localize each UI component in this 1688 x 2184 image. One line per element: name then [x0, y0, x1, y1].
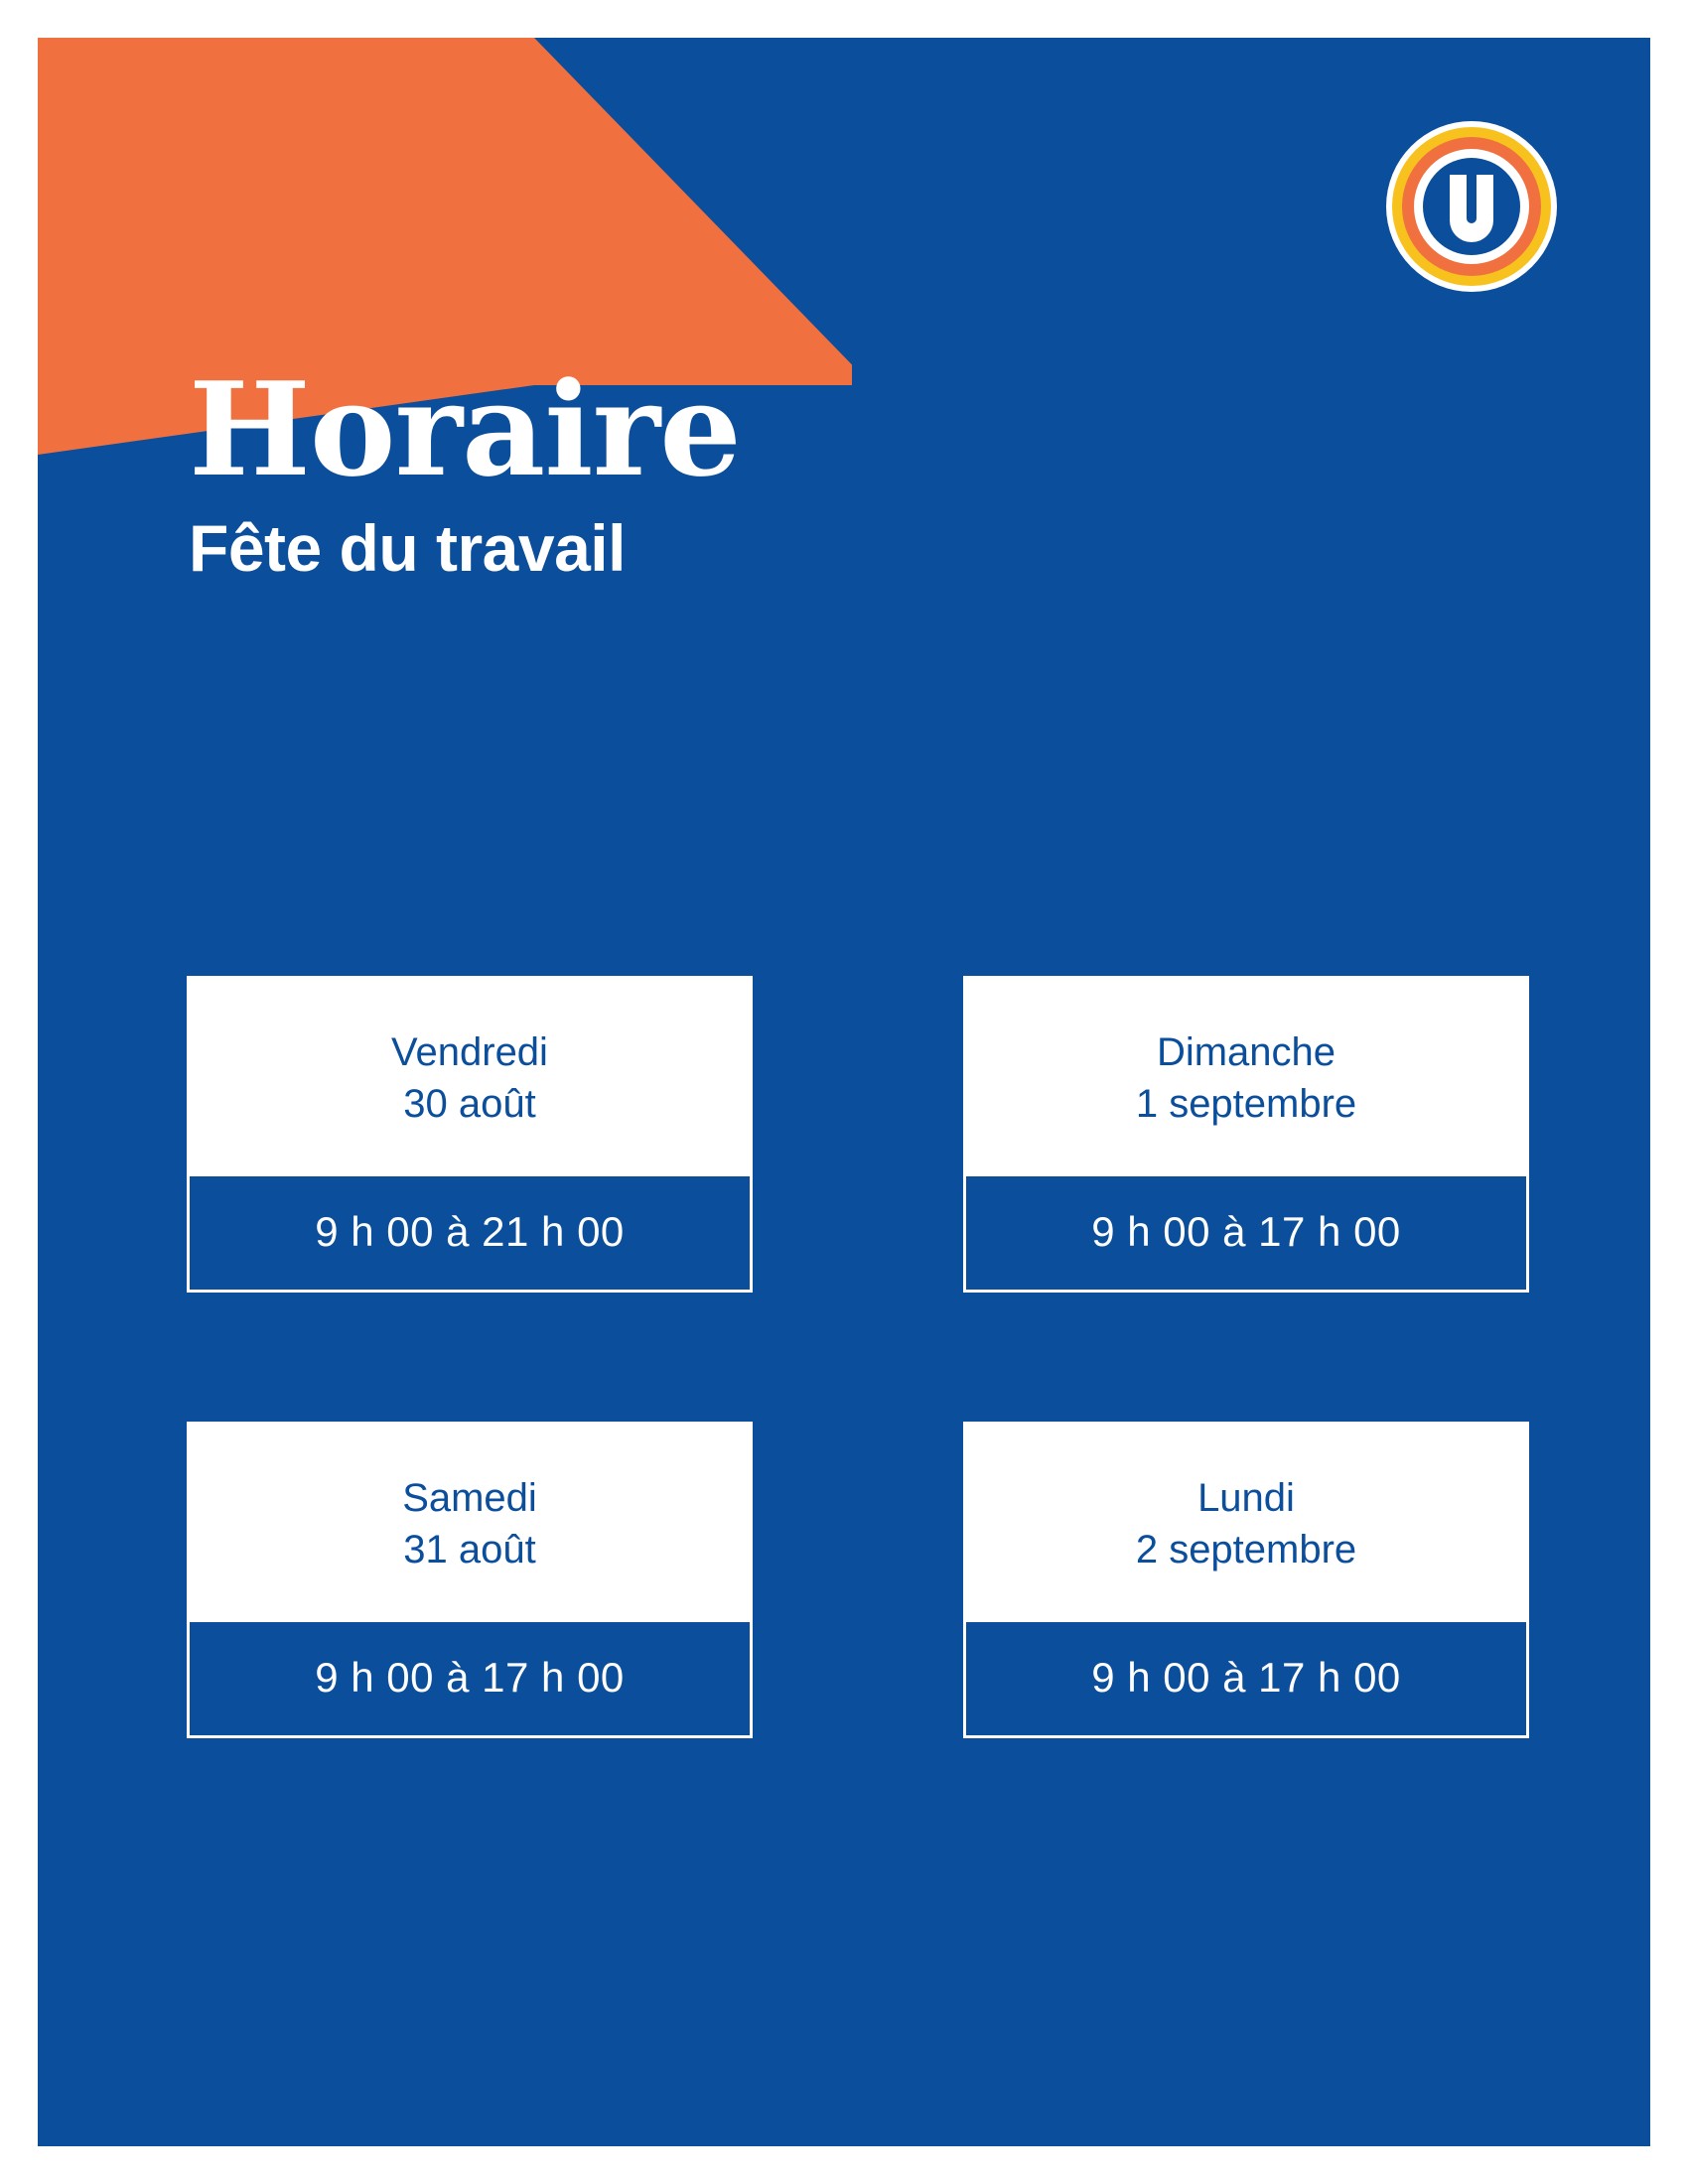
- schedule-card: [963, 1422, 1529, 1738]
- u-logo: [1382, 117, 1561, 296]
- schedule-card-hours: 9 h 00 à 17 h 00: [190, 1619, 750, 1735]
- day-date: 31 août: [403, 1528, 536, 1571]
- schedule-card-hours: 9 h 00 à 17 h 00: [966, 1619, 1526, 1735]
- day-name: Samedi: [402, 1476, 537, 1520]
- page-subtitle: Fête du travail: [189, 511, 626, 585]
- schedule-card-hours: 9 h 00 à 21 h 00: [190, 1173, 750, 1290]
- schedule-card-day: [966, 1425, 1526, 1619]
- title-block: [189, 353, 1182, 585]
- schedule-grid: [187, 976, 1527, 1738]
- day-name: Lundi: [1197, 1476, 1295, 1520]
- day-date: 2 septembre: [1135, 1528, 1357, 1571]
- schedule-card-day: [190, 1425, 750, 1619]
- page-title: Horaire: [189, 353, 741, 505]
- schedule-card: [963, 976, 1529, 1293]
- schedule-card-day: [190, 979, 750, 1173]
- poster-canvas: [38, 38, 1650, 2146]
- schedule-card-hours: 9 h 00 à 17 h 00: [966, 1173, 1526, 1290]
- schedule-card: [187, 976, 753, 1293]
- day-name: Dimanche: [1156, 1030, 1336, 1074]
- day-date: 1 septembre: [1135, 1082, 1357, 1126]
- schedule-card: [187, 1422, 753, 1738]
- schedule-card-day: [966, 979, 1526, 1173]
- day-name: Vendredi: [391, 1030, 548, 1074]
- day-date: 30 août: [403, 1082, 536, 1126]
